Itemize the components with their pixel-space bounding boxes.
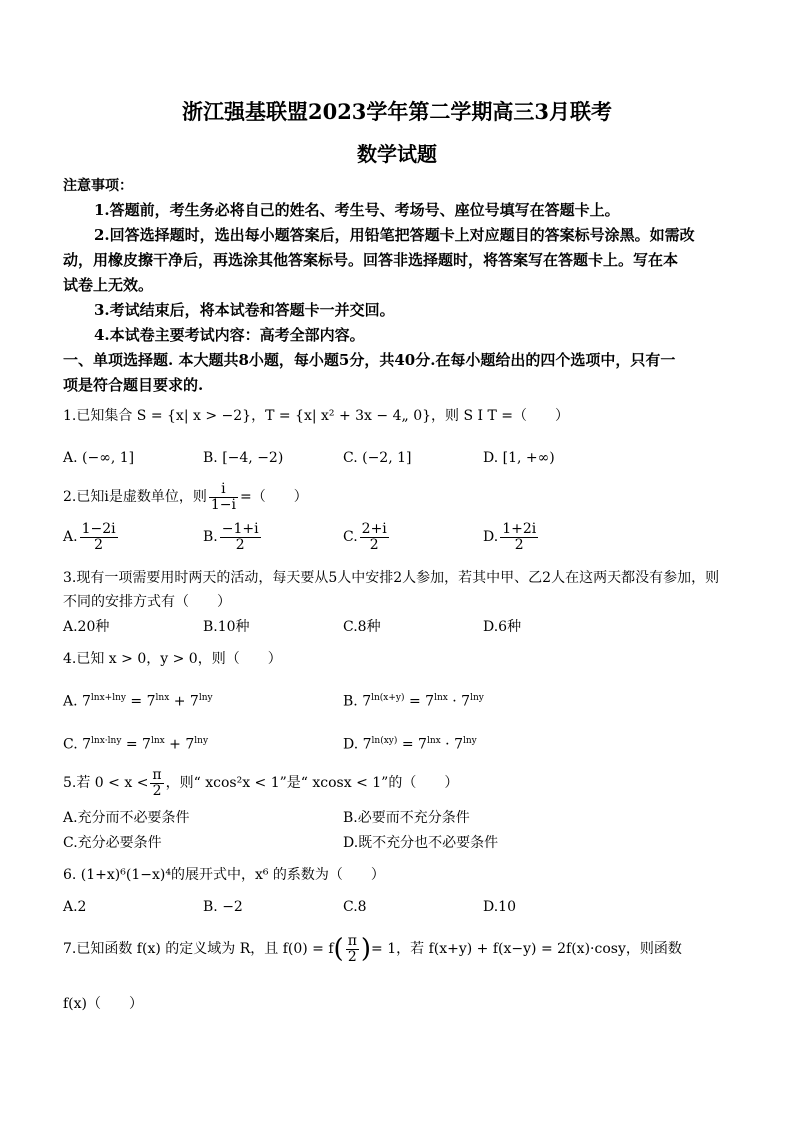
option-d-numerator: 1+2i <box>502 521 537 537</box>
question-3-option-d: D.6种 <box>483 619 522 635</box>
option-b-numerator: −1+i <box>221 521 259 537</box>
question-3-option-a: A.20种 <box>63 619 110 635</box>
exam-subtitle: 数学试题 <box>357 142 437 166</box>
option-exponent: lny <box>462 736 477 746</box>
question-6-option-d: D.10 <box>483 899 516 915</box>
question-7-stem-line-2: f(x)（ ） <box>63 996 144 1012</box>
option-exponent: lnx·lny <box>91 736 122 746</box>
question-5-fraction-numerator: π <box>152 767 162 783</box>
option-exponent: lnx <box>434 693 448 703</box>
question-2-fraction-numerator: i <box>209 482 238 498</box>
exam-title: 浙江强基联盟2023学年第二学期高三3月联考 <box>181 99 613 124</box>
question-4-option-a <box>63 693 213 710</box>
question-5-option-b: B.必要而不充分条件 <box>343 810 470 826</box>
question-6-stem: 6. (1+x)⁶(1−x)⁴的展开式中，x⁶ 的系数为（ ） <box>63 867 385 883</box>
question-4-stem: 4.已知 x > 0，y > 0，则（ ） <box>63 651 282 667</box>
option-text: + 7 <box>169 693 199 710</box>
section-1-heading-line-2: 项是符合题目要求的. <box>63 376 204 394</box>
option-exponent: ln(xy) <box>371 736 398 746</box>
question-5-option-a: A.充分而不必要条件 <box>63 810 190 826</box>
question-7-fraction-numerator: π <box>347 933 357 949</box>
question-2-stem-end: =（ ） <box>239 489 308 506</box>
question-5-stem <box>63 768 458 798</box>
question-2-stem <box>63 482 308 512</box>
question-2-fraction-denominator: 1−i <box>210 496 236 513</box>
option-exponent: lnx <box>150 736 165 746</box>
question-7-fraction-denominator: 2 <box>347 948 357 965</box>
notice-item-2-line-2: 动，用橡皮擦干净后，再选涂其他答案标号。回答非选择题时，将答案写在答题卡上。写在本 <box>63 251 679 269</box>
option-text: · 7 <box>447 693 471 710</box>
question-3-stem-line-1: 3.现有一项需要用时两天的活动，每天要从5人中安排2人参加，若其中甲、乙2人在这两天都没有参加，则 <box>63 570 720 586</box>
option-a-numerator: 1−2i <box>81 521 116 537</box>
notice-item-2-line-3: 试卷上无效。 <box>63 276 154 294</box>
question-2-option-a <box>63 522 120 552</box>
notice-heading: 注意事项： <box>63 178 133 194</box>
option-label: D. <box>483 529 499 546</box>
question-2-option-d <box>483 522 540 552</box>
option-text: = 7 <box>404 693 435 710</box>
option-text: D. 7 <box>343 736 372 753</box>
question-2-fraction <box>209 482 238 512</box>
question-4-option-b <box>343 693 484 710</box>
option-exponent: lnx <box>155 693 170 703</box>
question-1-option-a: A. (−∞, 1] <box>63 450 135 466</box>
option-label: A. <box>63 529 78 546</box>
question-2-option-b <box>203 522 263 552</box>
question-1-option-c: C. (−2, 1] <box>343 450 412 466</box>
option-exponent: ln(x+y) <box>371 693 405 703</box>
question-3-stem-line-2: 不同的安排方式有（ ） <box>63 594 231 610</box>
notice-item-2-line-1: 2.回答选择题时，选出每小题答案后，用铅笔把答题卡上对应题目的答案标号涂黑。如需改 <box>94 226 695 244</box>
option-exponent: lny <box>194 736 209 746</box>
question-5-fraction-denominator: 2 <box>152 782 162 799</box>
question-2-stem-text: 2.已知i是虚数单位，则 <box>63 489 207 506</box>
question-7-stem-text: 7.已知函数 f(x) 的定义域为 R，且 f(0) = f <box>63 941 334 958</box>
section-1-heading-line-1: 一、单项选择题. 本大题共8小题，每小题5分，共40分.在每小题给出的四个选项中，只有一 <box>63 351 676 369</box>
notice-item-1: 1.答题前，考生务必将自己的姓名、考生号、考场号、座位号填写在答题卡上。 <box>94 201 620 219</box>
question-6-option-c: C.8 <box>343 899 367 915</box>
option-text: = 7 <box>125 693 156 710</box>
option-label: B. <box>203 529 218 546</box>
question-6-option-b: B. −2 <box>203 899 243 915</box>
option-text: + 7 <box>164 736 195 753</box>
question-5-stem-text: 5.若 0 < x < <box>63 775 149 792</box>
notice-item-4: 4.本试卷主要考试内容：高考全部内容。 <box>94 326 365 344</box>
question-7-stem-end: = 1，若 f(x+y) + f(x−y) = 2f(x)·cosy，则函数 <box>371 941 682 958</box>
notice-item-3: 3.考试结束后，将本试卷和答题卡一并交回。 <box>94 301 395 319</box>
question-3-option-c: C.8种 <box>343 619 381 635</box>
question-4-option-d <box>343 736 477 753</box>
option-d-denominator: 2 <box>514 536 524 553</box>
option-a-denominator: 2 <box>94 536 104 553</box>
option-text: B. 7 <box>343 693 372 710</box>
option-text: = 7 <box>121 736 151 753</box>
option-text: A. 7 <box>63 693 91 710</box>
option-text: = 7 <box>397 736 427 753</box>
question-2-option-c <box>343 522 391 552</box>
question-4-option-c <box>63 736 208 753</box>
question-1-stem: 1.已知集合 S = {x| x > −2}，T = {x| x² + 3x − 4„ 0}，则 S I T =（ ） <box>63 408 569 424</box>
question-5-option-d: D.既不充分也不必要条件 <box>343 835 499 851</box>
option-exponent: lnx+lny <box>90 693 126 703</box>
option-exponent: lny <box>198 693 213 703</box>
question-7-stem <box>63 934 682 964</box>
option-c-numerator: 2+i <box>361 521 387 537</box>
question-5-option-c: C.充分必要条件 <box>63 835 162 851</box>
left-paren: ( <box>333 934 344 965</box>
right-paren: ) <box>360 934 372 965</box>
question-3-option-b: B.10种 <box>203 619 250 635</box>
question-6-option-a: A.2 <box>63 899 87 915</box>
option-exponent: lnx <box>426 736 441 746</box>
question-5-stem-end: ，则“ xcos²x < 1”是“ xcosx < 1”的（ ） <box>165 775 459 792</box>
option-text: C. 7 <box>63 736 92 753</box>
question-1-option-b: B. [−4, −2) <box>203 450 284 466</box>
option-exponent: lny <box>470 693 484 703</box>
option-text: · 7 <box>440 736 463 753</box>
option-label: C. <box>343 529 358 546</box>
option-c-denominator: 2 <box>369 536 379 553</box>
option-b-denominator: 2 <box>235 536 245 553</box>
question-1-option-d: D. [1, +∞) <box>483 450 555 466</box>
